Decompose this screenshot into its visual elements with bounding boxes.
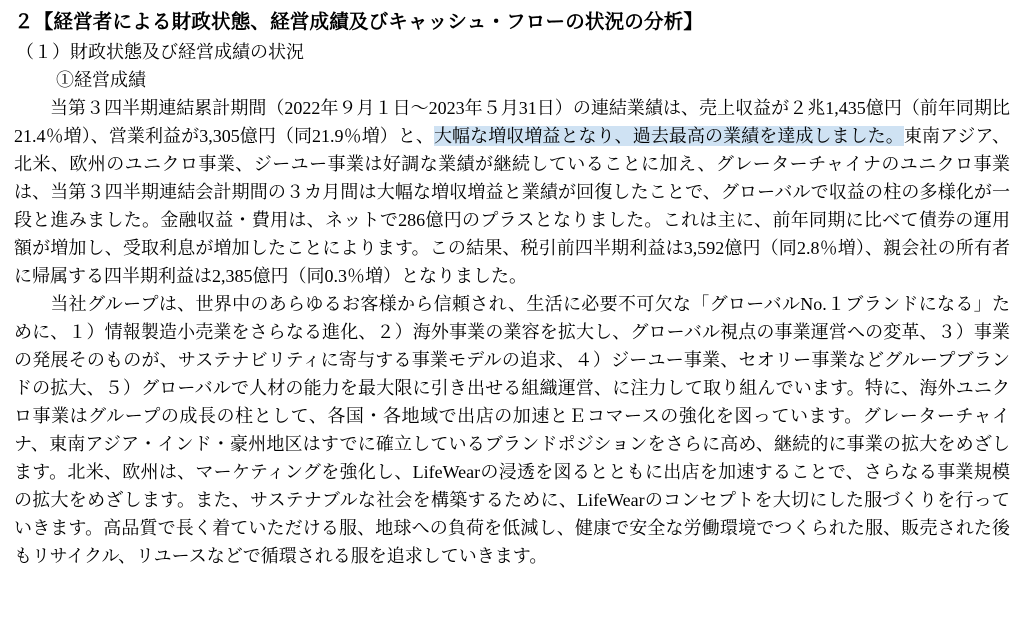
paragraph2-text: 当社グループは、世界中のあらゆるお客様から信頼され、生活に必要不可欠な「グローバルNo.１ブランドになる」ために、１）情報製造小売業をさらなる進化、２）海外事業の業容を拡大し、グローバル視点の事業運営への変革、３）事業の発展そのものが、サステナビリティに寄与する事業モデルの追求、４）ジーユー事業、セオリー事業などグループブランドの拡大、５）グローバルで人材の能力を最大限に引き出せる組織運営、に注力して取り組んでいます。特に、海外ユニクロ事業はグループの成長の柱として、各国・各地域で出店の加速とＥコマースの強化を図っています。グレーターチャイナ、東南アジア・インド・豪州地区はすでに確立しているブランドポジションをさらに高め、継続的に事業の拡大をめざします。北米、欧州は、マーケティングを強化し、LifeWearの浸透を図るとともに出店を加速することで、さらなる事業規模の拡大をめざします。また、サステナブルな社会を構築するために、LifeWearのコンセプトを大切にした服づくりを行っていきます。高品質で長く着ていただける服、地球への負荷を低減し、健康で安全な労働環境でつくられた服、販売された後もリサイクル、リユースなどで循環される服を追求していきます。 [14, 294, 1010, 566]
sub-section-heading: （１）財政状態及び経営成績の状況 [16, 42, 304, 63]
highlighted-text: 大幅な増収増益となり、過去最高の業績を達成しました。 [433, 126, 904, 147]
paragraph-business-results [14, 95, 1010, 291]
section-heading: ２【経営者による財政状態、経営成績及びキャッシュ・フローの状況の分析】 [14, 12, 704, 33]
paragraph1-part2: 東南アジア、北米、欧州のユニクロ事業、ジーユー事業は好調な業績が継続していることに加え、グレーターチャイナのユニクロ事業は、当第３四半期連結会計期間の３カ月間は大幅な増収増益と業績が回復したことで、グローバルで収益の柱の多様化が一段と進みました。金融収益・費用は、ネットで286億円のプラスとなりました。これは主に、前年同期に比べて債券の運用額が増加し、受取利息が増加したことによります。この結果、税引前四半期利益は3,592億円（同2.8％増）、親会社の所有者に帰属する四半期利益は2,385億円（同0.3％増）となりました。 [14, 126, 1011, 287]
paragraph-group-strategy [14, 291, 1010, 571]
sub-sub-section-heading: ①経営成績 [56, 70, 146, 91]
paragraph1-part1: 当第３四半期連結累計期間（2022年９月１日〜2023年５月31日）の連結業績は、売上収益が２兆1,435億円（前年同期比21.4％増）、営業利益が3,305億円（同21.9％増）と、 [14, 98, 1010, 147]
